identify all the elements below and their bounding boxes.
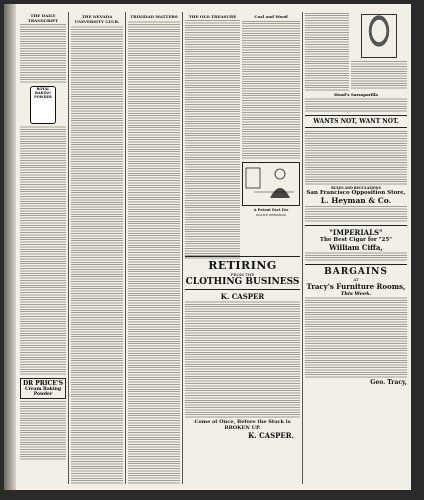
william-ciffa: William Ciffa, bbox=[329, 243, 383, 252]
column-2 bbox=[71, 12, 123, 484]
dr-price-sub: Cream Baking bbox=[24, 387, 62, 392]
tracys-heading: Tracy's Furniture Rooms, bbox=[306, 282, 406, 291]
column-6 bbox=[305, 12, 407, 484]
ad-rule bbox=[305, 225, 407, 226]
masthead-title: THE DAILY TRANSCRIPT bbox=[27, 13, 59, 23]
hood-ad-title: Hood's Sarsaparilla bbox=[334, 92, 378, 97]
column-1-text-mid bbox=[20, 126, 66, 376]
royal-label: ROYAL bbox=[36, 87, 50, 91]
column-4-text-top bbox=[185, 20, 240, 260]
ad-rule bbox=[305, 115, 407, 116]
newspaper-page bbox=[4, 4, 411, 490]
sf-store-heading: San Francisco Opposition Store, bbox=[306, 190, 406, 196]
wants-not-body bbox=[305, 130, 407, 186]
column-6-text-top bbox=[305, 12, 349, 92]
casper-signature: K. CASPER. bbox=[248, 431, 294, 440]
heyman-body bbox=[305, 205, 407, 223]
cigar-line: The Best Cigar for "25" bbox=[319, 237, 393, 243]
portrait-caption bbox=[351, 60, 407, 90]
lady-illustration-icon bbox=[244, 164, 298, 202]
column-1 bbox=[20, 12, 66, 484]
dr-price-title: DR PRICE'S bbox=[22, 380, 64, 387]
rules-heading: RULES AND REGULATIONS bbox=[331, 186, 381, 190]
column-divider bbox=[125, 12, 126, 484]
ad-rule bbox=[305, 264, 407, 265]
column-5-heading: Coal and Wood bbox=[254, 14, 288, 19]
page-binding-edge bbox=[4, 4, 16, 490]
column-2-heading: THE NEVADA UNIVERSITY CLUB. bbox=[74, 14, 120, 24]
lady-ad-sub: POLITE DEMANDS bbox=[256, 213, 286, 217]
column-divider bbox=[182, 12, 183, 484]
tracys-item-list bbox=[305, 297, 407, 379]
column-divider bbox=[302, 12, 303, 484]
lady-ad-title: A Potent Fact For bbox=[253, 208, 289, 212]
broken-up: BROKEN UP. bbox=[224, 425, 261, 431]
column-divider bbox=[68, 12, 69, 484]
column-1-text-top bbox=[20, 24, 66, 84]
from-the-label: FROM THE bbox=[230, 272, 255, 277]
dr-price-powder: Powder bbox=[33, 392, 53, 397]
column-2-text bbox=[71, 25, 123, 484]
baking-label: BAKING bbox=[34, 91, 52, 95]
column-3-heading: TRINIDAD MATTERS bbox=[130, 14, 178, 19]
column-5-text bbox=[242, 20, 300, 160]
portrait-block bbox=[351, 12, 407, 92]
retiring-heading: RETIRING bbox=[208, 259, 277, 272]
ad-rule bbox=[305, 127, 407, 128]
casper-name: K. CASPER bbox=[220, 292, 265, 301]
wants-not-heading: WANTS NOT, WANT NOT. bbox=[313, 118, 399, 125]
column-3 bbox=[128, 12, 180, 484]
come-at-once: Come at Once, Before the Stock is bbox=[194, 419, 291, 425]
portrait-illustration bbox=[361, 14, 397, 58]
column-4-heading: THE OLD TREASURE bbox=[188, 14, 237, 19]
tracy-signature: Geo. Tracy, bbox=[370, 379, 407, 386]
dr-price-ad bbox=[20, 378, 66, 399]
this-week-label: This Week. bbox=[340, 291, 372, 297]
ad-rule bbox=[185, 289, 300, 290]
imperials-heading: "IMPERIALS" bbox=[329, 228, 383, 237]
heyman-name: L. Heyman & Co. bbox=[320, 196, 392, 205]
ad-rule bbox=[185, 256, 300, 257]
lady-illustration-ad bbox=[242, 162, 300, 206]
column-5 bbox=[242, 12, 300, 252]
royal-baking-powder-ad bbox=[30, 86, 56, 124]
bargains-heading: BARGAINS bbox=[324, 267, 388, 277]
column-3-text bbox=[128, 20, 180, 484]
hood-ad-row bbox=[305, 12, 407, 92]
hood-ad-body bbox=[305, 97, 407, 113]
clothing-business-heading: CLOTHING BUSINESS bbox=[185, 277, 300, 287]
ciffa-body bbox=[305, 252, 407, 262]
casper-advertisement bbox=[185, 254, 300, 484]
casper-ad-body bbox=[185, 301, 300, 419]
powder-label: POWDER bbox=[34, 95, 52, 99]
column-1-text-bottom bbox=[20, 401, 66, 461]
at-label: AT bbox=[353, 277, 359, 282]
